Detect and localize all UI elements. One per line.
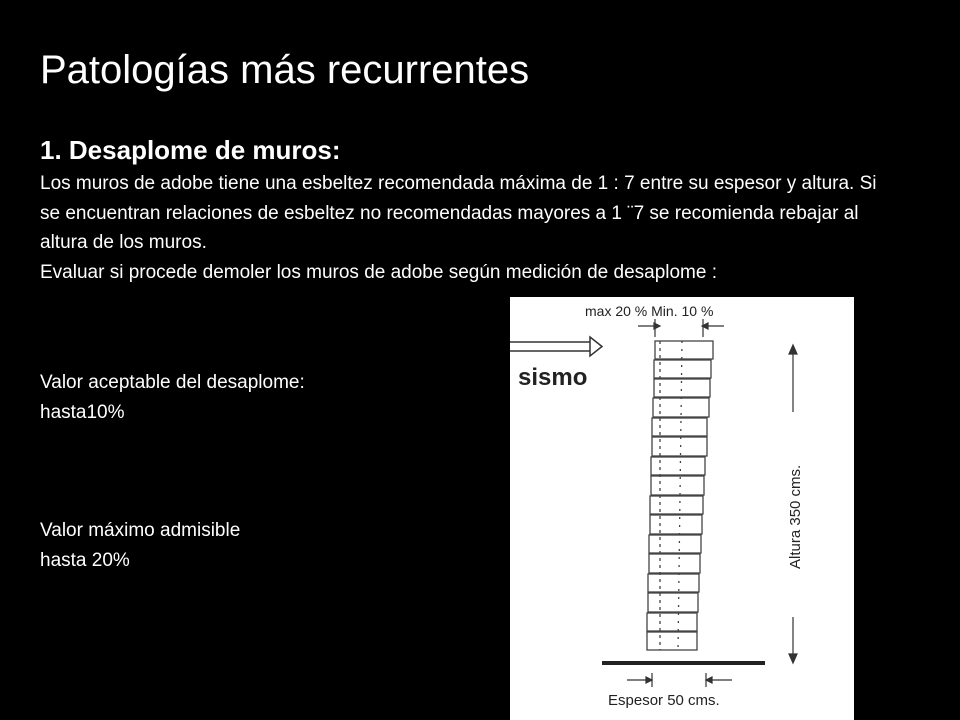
section-heading: 1. Desaplome de muros: (40, 135, 341, 165)
body-text (40, 169, 890, 287)
acceptable-value-note (40, 368, 305, 427)
height-label: Altura 350 cms. (787, 464, 804, 569)
adobe-wall (647, 341, 713, 650)
seismic-label: sismo (518, 364, 588, 391)
maximum-value-label: Valor máximo admisible (40, 520, 241, 541)
paragraph-evaluate: Evaluar si procede demoler los muros de adobe según medición de desaplome : (40, 261, 718, 283)
acceptable-value: hasta10% (40, 401, 125, 423)
seismic-arrow-icon (510, 337, 602, 356)
thickness-label: Espesor 50 cms. (608, 692, 720, 709)
wall-diagram (510, 297, 854, 720)
tolerance-label: max 20 % Min. 10 % (585, 303, 714, 319)
maximum-value: hasta 20% (40, 549, 130, 571)
paragraph-slenderness: Los muros de adobe tiene una esbeltez recomendada máxima de 1 : 7 entre su espesor y altura. Si se encuentran relaciones de esbeltez no recomendadas mayores a 1 ¨7 se recomienda rebajar al altura de los muros. (40, 173, 877, 253)
tolerance-arrows (638, 319, 724, 337)
thickness-dimension-arrows (627, 673, 732, 687)
slide-title: Patologías más recurrentes (40, 48, 530, 92)
maximum-value-note (40, 516, 240, 575)
acceptable-value-label: Valor aceptable del desaplome: (40, 372, 305, 393)
